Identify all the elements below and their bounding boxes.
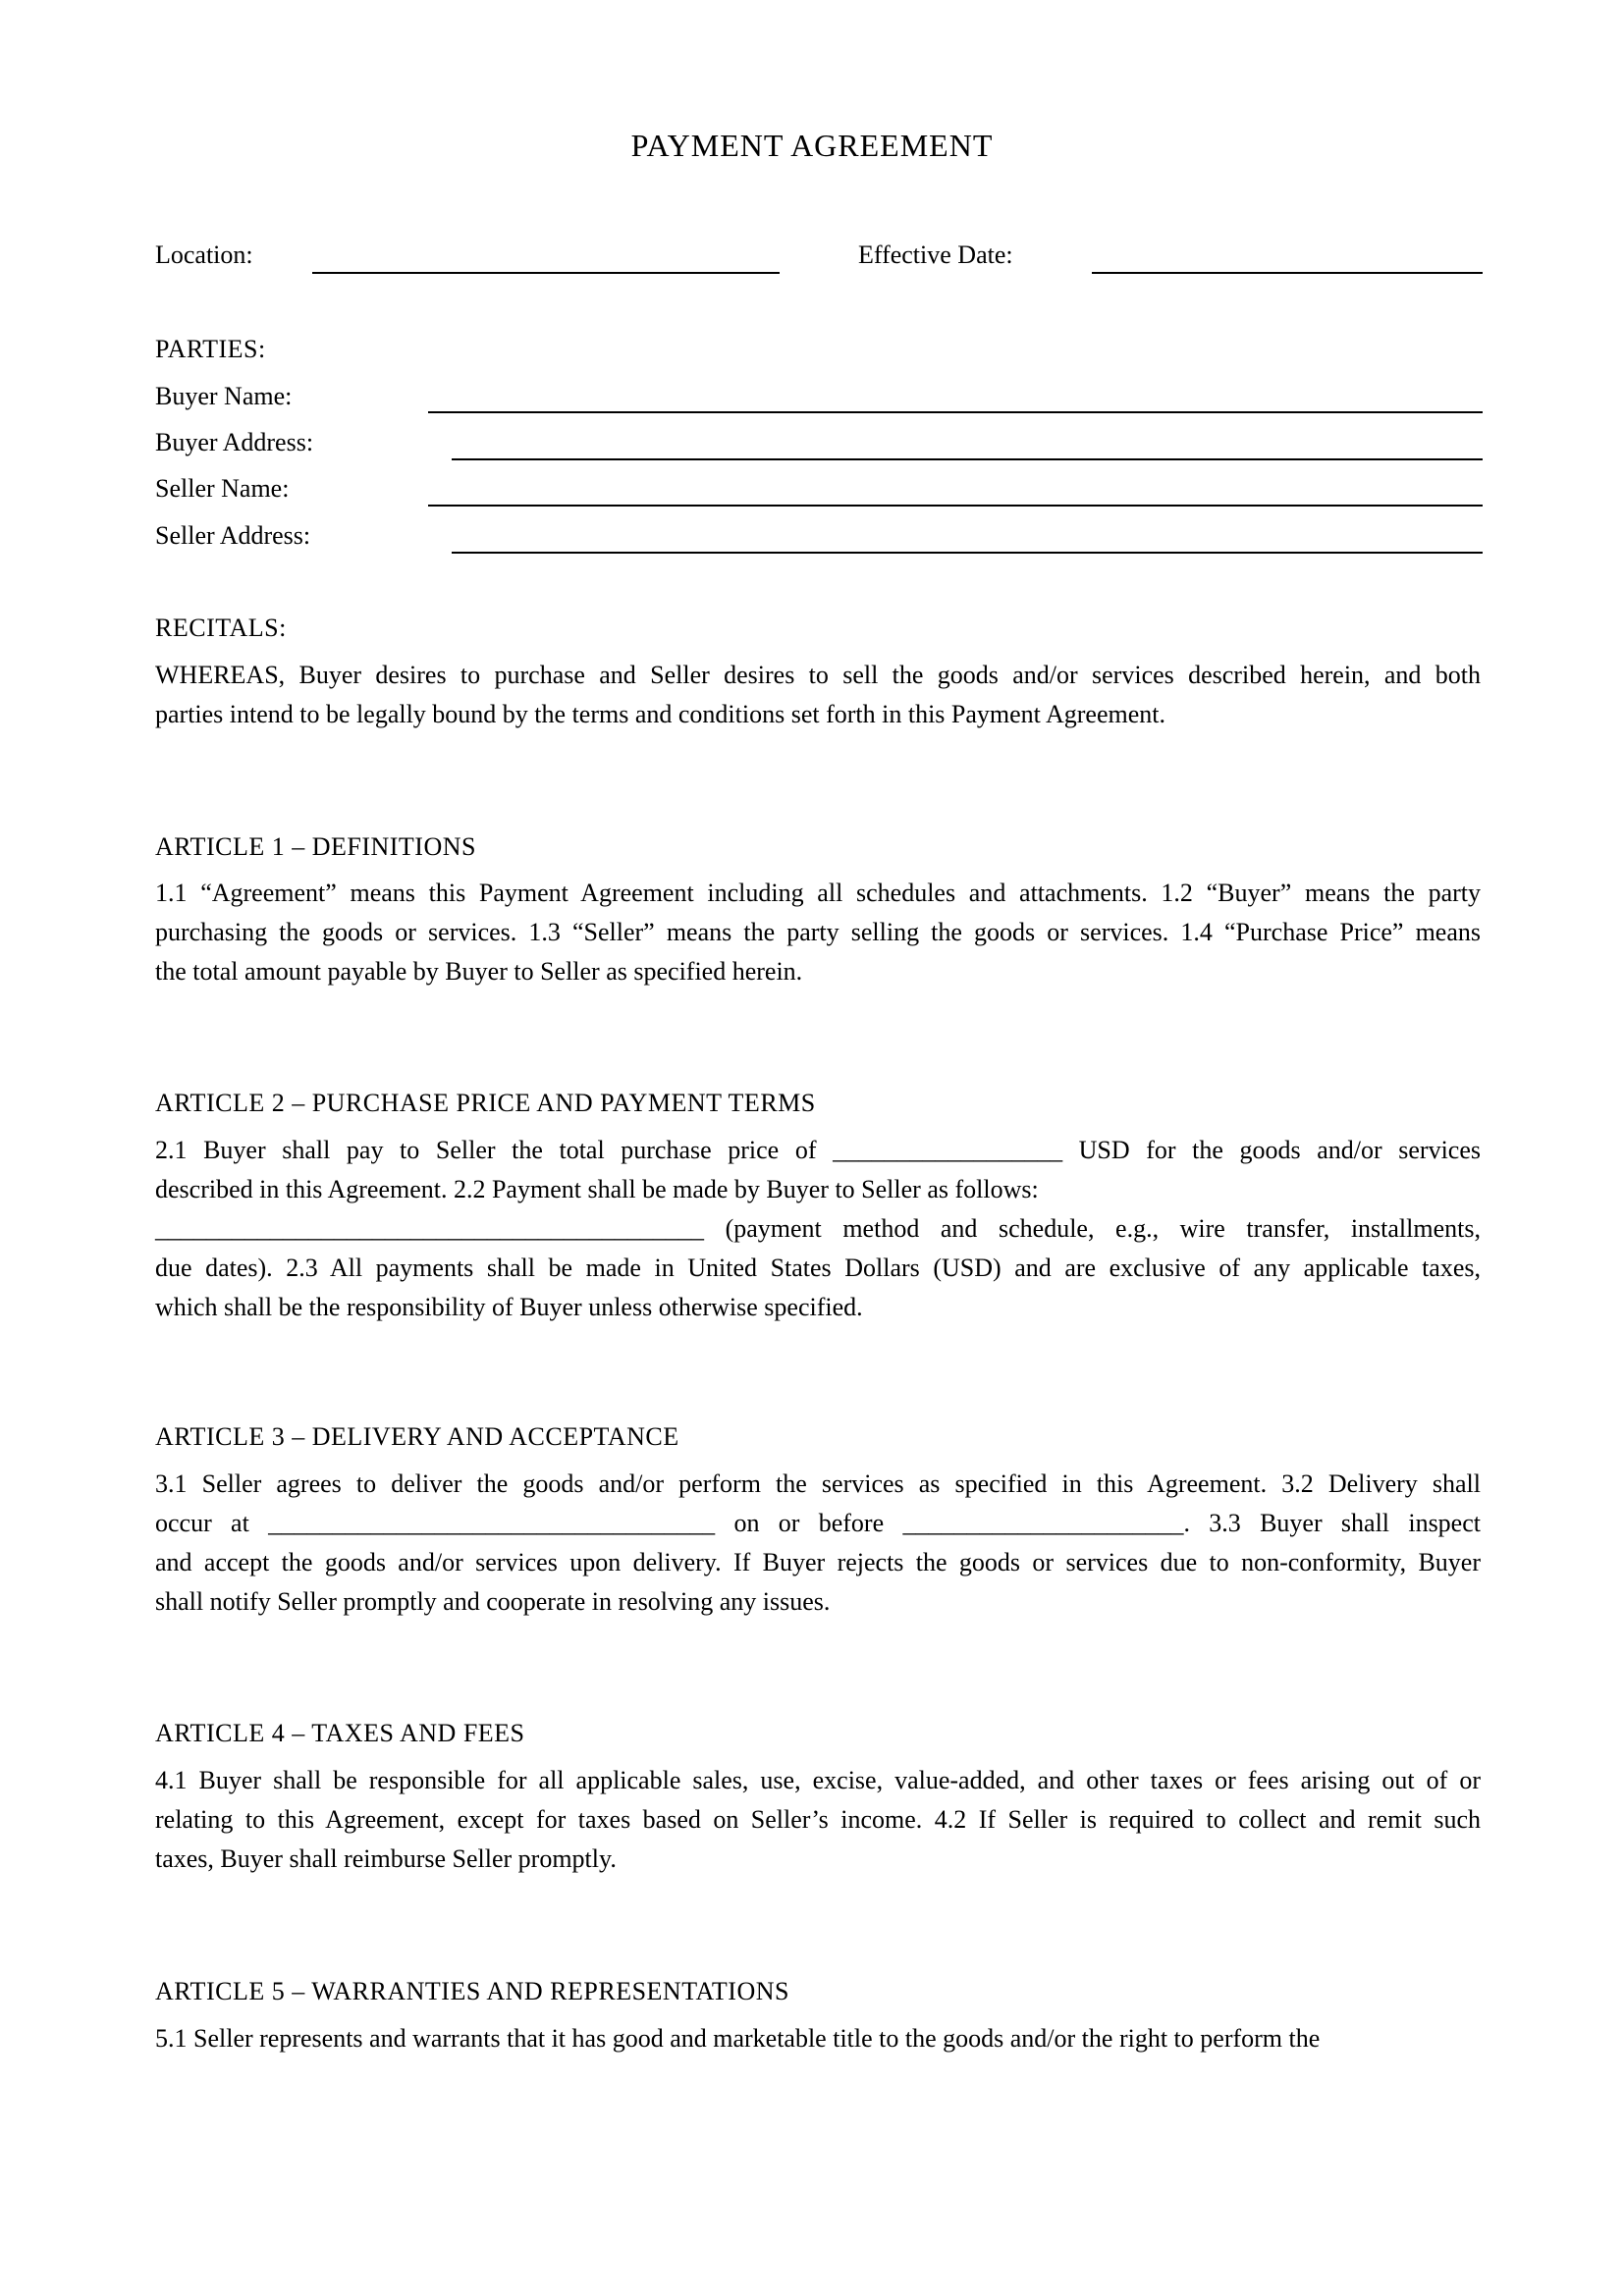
article-5-paragraph [155,2019,1481,2058]
paragraph-line: and accept the goods and/or services upon delivery. If Buyer rejects the goods or services due to non-conformity, Buyer [155,1548,1481,1576]
seller-name-field[interactable] [428,505,1483,507]
article-1-paragraph [155,874,1481,991]
paragraph-line: due dates). 2.3 All payments shall be made in United States Dollars (USD) and are exclusive of any applicable taxes, [155,1254,1481,1282]
paragraph-line: parties intend to be legally bound by the terms and conditions set forth in this Payment Agreement. [155,700,1165,728]
paragraph-line: the total amount payable by Buyer to Seller as specified herein. [155,957,803,986]
paragraph-line: 1.1 “Agreement” means this Payment Agreement including all schedules and attachments. 1.2 “Buyer” means the party [155,879,1481,907]
recitals-heading: RECITALS: [155,614,287,642]
location-label: Location: [155,240,253,269]
paragraph-line: shall notify Seller promptly and cooperate in resolving any issues. [155,1587,831,1616]
article-3-paragraph [155,1465,1481,1622]
paragraph-line: 2.1 Buyer shall pay to Seller the total purchase price of __________________ USD for the goods and/or services [155,1136,1481,1164]
seller-address-field[interactable] [452,552,1483,554]
paragraph-line: purchasing the goods or services. 1.3 “Seller” means the party selling the goods or services. 1.4 “Purchase Price” means [155,918,1481,946]
paragraph-line: relating to this Agreement, except for taxes based on Seller’s income. 4.2 If Seller is required to collect and remit such [155,1805,1481,1834]
article-3-heading: ARTICLE 3 – DELIVERY AND ACCEPTANCE [155,1422,679,1451]
paragraph-line: described in this Agreement. 2.2 Payment shall be made by Buyer to Seller as follows: [155,1175,1039,1203]
parties-heading: PARTIES: [155,335,266,363]
article-2-heading: ARTICLE 2 – PURCHASE PRICE AND PAYMENT TERMS [155,1089,816,1117]
paragraph-line: ___________________________________________ (payment method and schedule, e.g., wire transfer, installments, [155,1214,1481,1243]
article-5-heading: ARTICLE 5 – WARRANTIES AND REPRESENTATIONS [155,1977,789,2005]
location-field[interactable] [312,272,780,274]
buyer-address-label: Buyer Address: [155,428,314,456]
effective-date-label: Effective Date: [858,240,1013,269]
paragraph-line: taxes, Buyer shall reimburse Seller promptly. [155,1844,617,1873]
article-1-heading: ARTICLE 1 – DEFINITIONS [155,832,476,861]
document-title: PAYMENT AGREEMENT [630,128,994,163]
paragraph-line: 4.1 Buyer shall be responsible for all applicable sales, use, excise, value-added, and other taxes or fees arising out of or [155,1766,1481,1794]
recitals-paragraph [155,656,1481,734]
seller-name-label: Seller Name: [155,474,290,503]
article-4-paragraph [155,1761,1481,1879]
buyer-name-field[interactable] [428,411,1483,413]
paragraph-line: 5.1 Seller represents and warrants that it has good and marketable title to the goods and/or the right to perform the [155,2024,1321,2053]
paragraph-line: which shall be the responsibility of Buyer unless otherwise specified. [155,1293,863,1321]
paragraph-line: WHEREAS, Buyer desires to purchase and Seller desires to sell the goods and/or services described herein, and both [155,661,1481,689]
seller-address-label: Seller Address: [155,521,311,550]
buyer-name-label: Buyer Name: [155,382,293,410]
article-2-paragraph [155,1131,1481,1327]
effective-date-field[interactable] [1092,272,1483,274]
article-4-heading: ARTICLE 4 – TAXES AND FEES [155,1719,525,1747]
buyer-address-field[interactable] [452,458,1483,460]
paragraph-line: 3.1 Seller agrees to deliver the goods and/or perform the services as specified in this Agreement. 3.2 Delivery shall [155,1469,1481,1498]
paragraph-line: occur at ___________________________________ on or before ______________________. 3.3 Buyer shall inspect [155,1509,1481,1537]
